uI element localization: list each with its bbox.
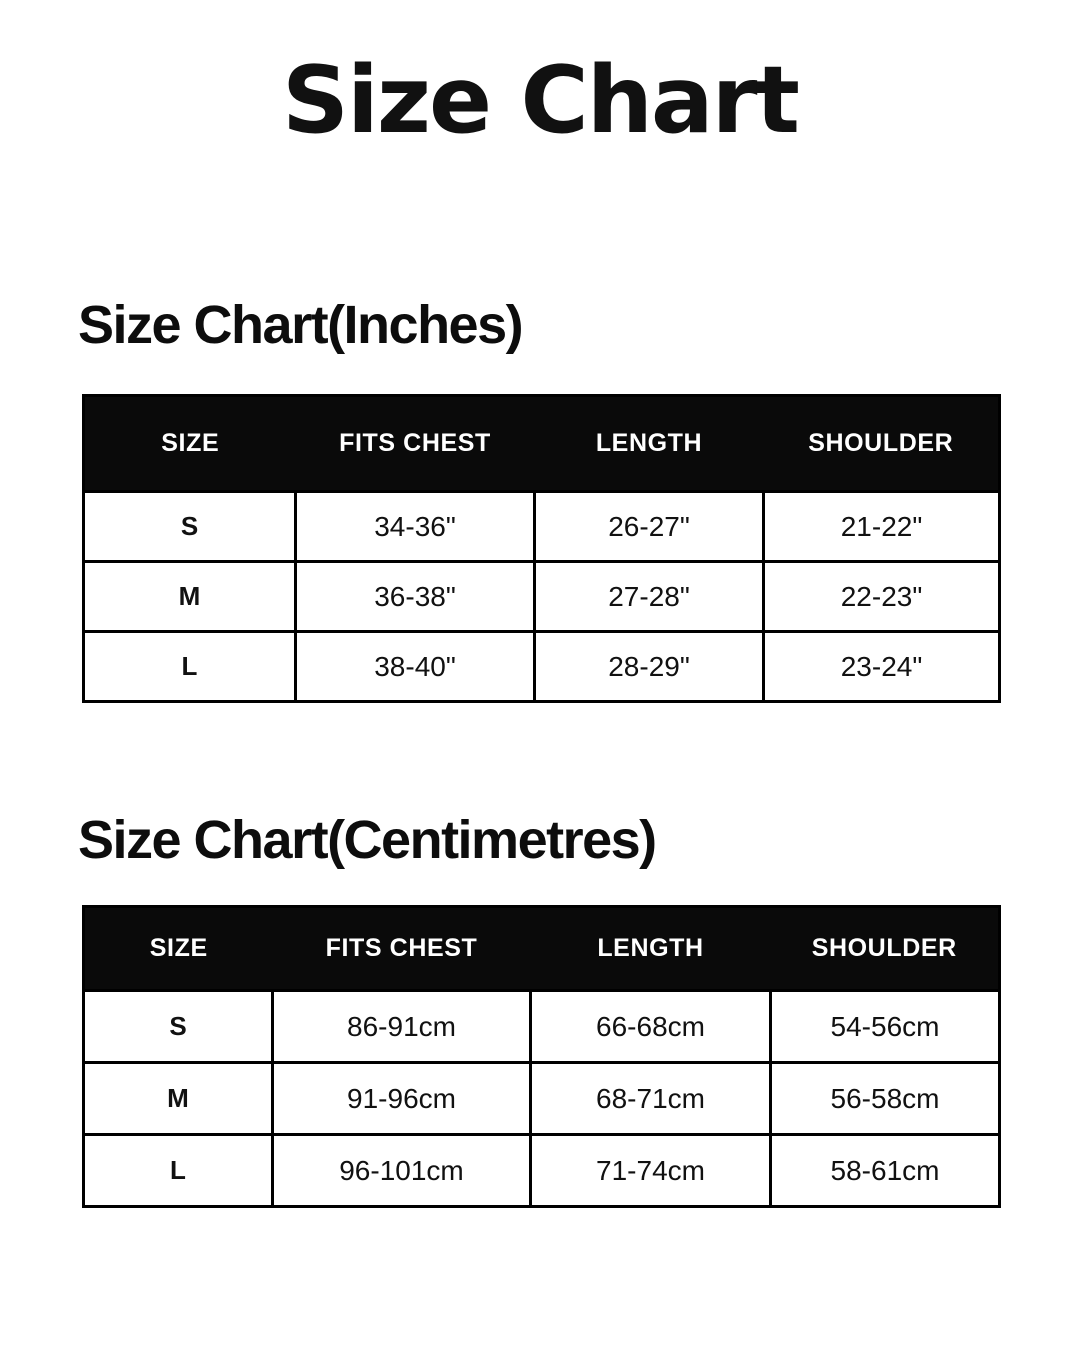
- length-cell: 27-28": [535, 562, 764, 632]
- fits-chest-cell: 96-101cm: [273, 1135, 531, 1207]
- page-title: Size Chart: [282, 46, 798, 154]
- length-cell: 26-27": [535, 492, 764, 562]
- section-heading-inches: Size Chart(Inches): [78, 295, 523, 356]
- table-header-row: [84, 396, 1000, 492]
- table-row-s: [84, 991, 1000, 1063]
- shoulder-cell: 54-56cm: [771, 991, 1000, 1063]
- column-header-size: SIZE: [84, 396, 296, 492]
- table-row-l: [84, 632, 1000, 702]
- fits-chest-cell: 38-40": [296, 632, 535, 702]
- column-header-size: SIZE: [84, 907, 273, 991]
- column-header-length: LENGTH: [531, 907, 771, 991]
- table-header-row: [84, 907, 1000, 991]
- shoulder-cell: 56-58cm: [771, 1063, 1000, 1135]
- shoulder-cell: 23-24": [764, 632, 1000, 702]
- size-table-centimetres: [82, 905, 1001, 1208]
- column-header-length: LENGTH: [535, 396, 764, 492]
- column-header-fits-chest: FITS CHEST: [296, 396, 535, 492]
- table-row-l: [84, 1135, 1000, 1207]
- length-cell: 71-74cm: [531, 1135, 771, 1207]
- length-cell: 66-68cm: [531, 991, 771, 1063]
- fits-chest-cell: 86-91cm: [273, 991, 531, 1063]
- size-label-cell: M: [84, 562, 296, 632]
- length-cell: 68-71cm: [531, 1063, 771, 1135]
- table-row-m: [84, 562, 1000, 632]
- size-label-cell: S: [84, 991, 273, 1063]
- table-header-row: [84, 907, 1000, 991]
- length-cell: 28-29": [535, 632, 764, 702]
- table-header-row: [84, 396, 1000, 492]
- section-heading-centimetres: Size Chart(Centimetres): [78, 810, 656, 871]
- fits-chest-cell: 91-96cm: [273, 1063, 531, 1135]
- size-label-cell: L: [84, 1135, 273, 1207]
- column-header-shoulder: SHOULDER: [764, 396, 1000, 492]
- size-label-cell: M: [84, 1063, 273, 1135]
- section-centimetres: [0, 809, 1080, 1208]
- shoulder-cell: 58-61cm: [771, 1135, 1000, 1207]
- table-row-s: [84, 492, 1000, 562]
- table-row-m: [84, 1063, 1000, 1135]
- column-header-shoulder: SHOULDER: [771, 907, 1000, 991]
- fits-chest-cell: 34-36": [296, 492, 535, 562]
- size-label-cell: S: [84, 492, 296, 562]
- shoulder-cell: 21-22": [764, 492, 1000, 562]
- section-inches: [0, 294, 1080, 703]
- fits-chest-cell: 36-38": [296, 562, 535, 632]
- size-table-inches: [82, 394, 1001, 703]
- size-label-cell: L: [84, 632, 296, 702]
- shoulder-cell: 22-23": [764, 562, 1000, 632]
- column-header-fits-chest: FITS CHEST: [273, 907, 531, 991]
